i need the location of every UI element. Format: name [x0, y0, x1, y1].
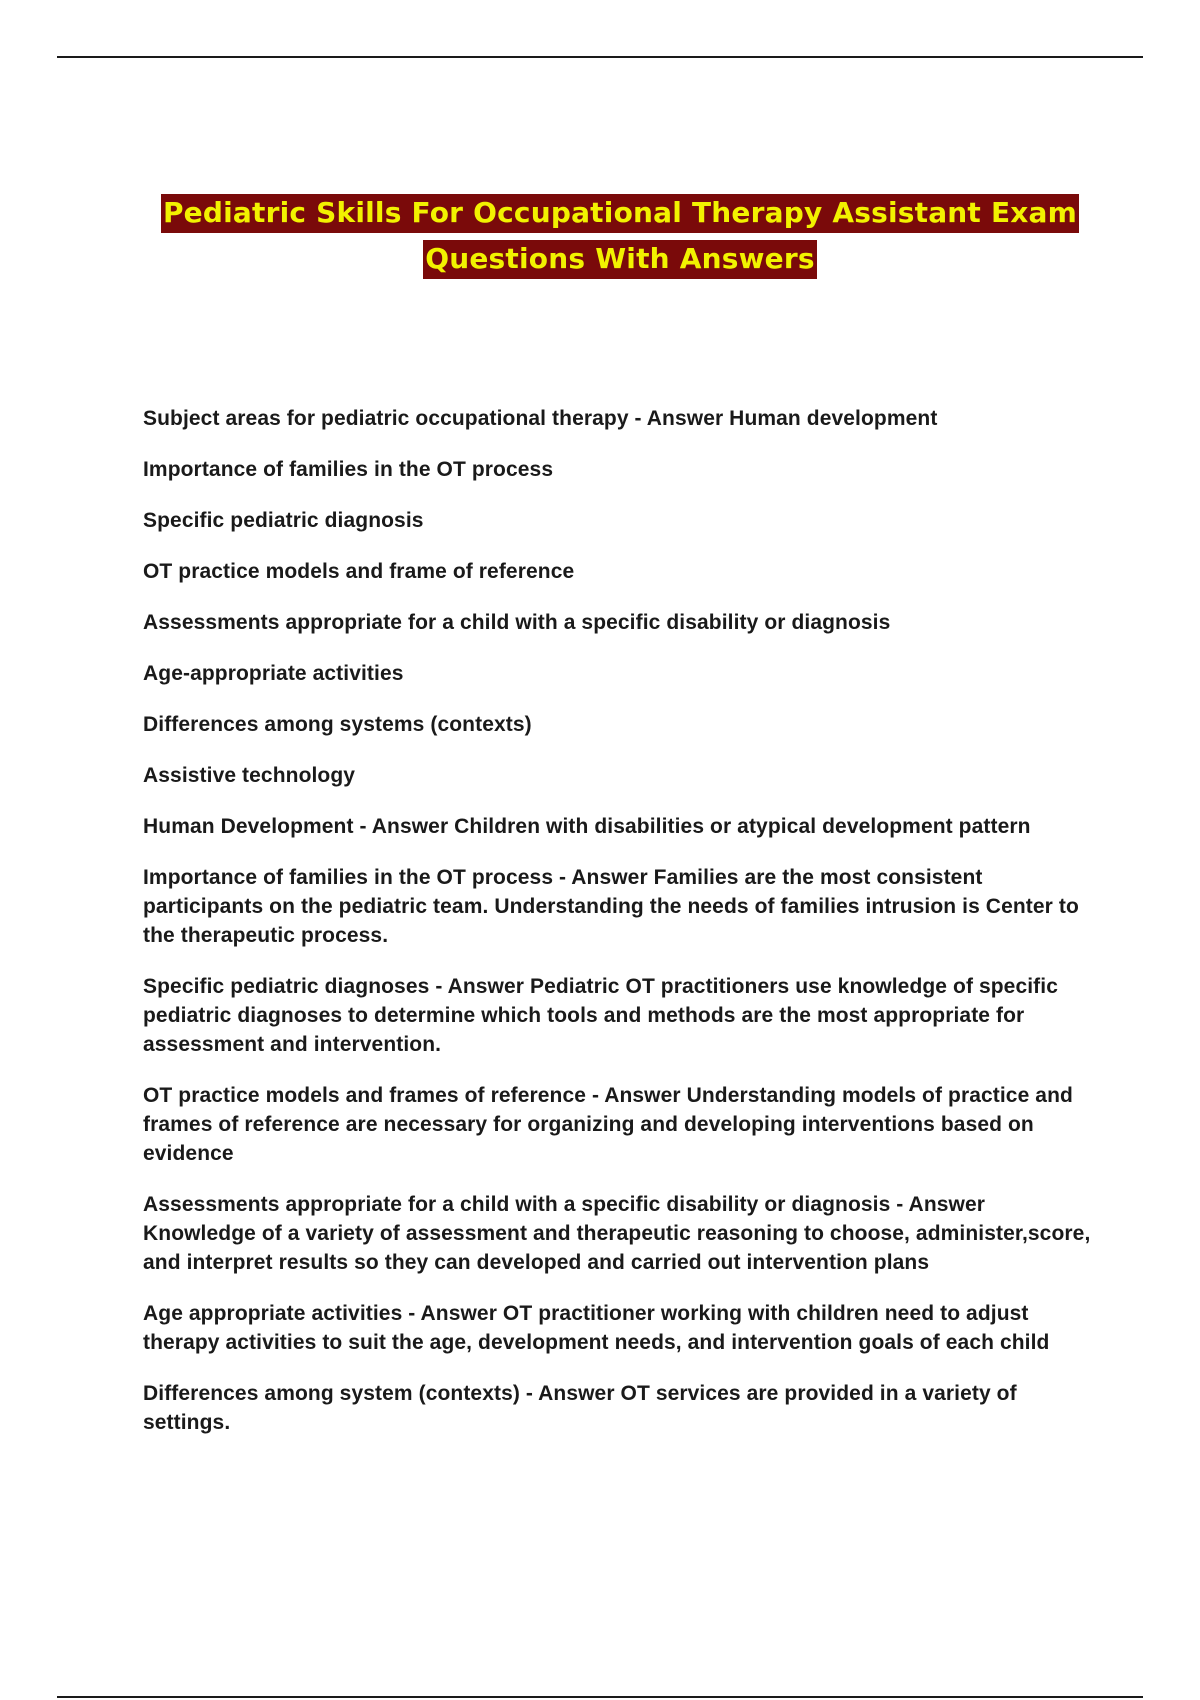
qa-entry: Differences among systems (contexts) — [143, 713, 532, 736]
qa-entry: OT practice models and frame of reference — [143, 560, 575, 583]
qa-list — [143, 404, 1103, 1459]
qa-entry: Assessments appropriate for a child with a specific disability or diagnosis - Answer Knowledge of a variety of assessment and therapeutic reasoning to choose, administer,score, and interpret results so they can developed and carried out intervention plans — [143, 1193, 1091, 1274]
qa-entry: Subject areas for pediatric occupational therapy - Answer Human development — [143, 407, 938, 430]
bottom-rule — [57, 1696, 1143, 1698]
title-line-2: Questions With Answers — [423, 240, 817, 279]
qa-entry: Human Development - Answer Children with disabilities or atypical development pattern — [143, 815, 1031, 838]
qa-entry: Specific pediatric diagnosis — [143, 509, 424, 532]
title-line-1: Pediatric Skills For Occupational Therapy Assistant Exam — [161, 194, 1079, 233]
qa-entry: OT practice models and frames of reference - Answer Understanding models of practice and frames of reference are necessary for organizing and developing interventions based on evidence — [143, 1084, 1073, 1165]
document-title — [100, 190, 1140, 282]
qa-entry: Age-appropriate activities — [143, 662, 404, 685]
qa-entry: Assessments appropriate for a child with a specific disability or diagnosis — [143, 611, 891, 634]
qa-entry: Specific pediatric diagnoses - Answer Pediatric OT practitioners use knowledge of specific pediatric diagnoses to determine which tools and methods are the most appropriate for assessment and intervention. — [143, 975, 1058, 1056]
qa-entry: Differences among system (contexts) - Answer OT services are provided in a variety of settings. — [143, 1382, 1017, 1434]
qa-entry: Age appropriate activities - Answer OT practitioner working with children need to adjust therapy activities to suit the age, development needs, and intervention goals of each child — [143, 1302, 1050, 1354]
top-rule — [57, 56, 1143, 58]
qa-entry: Assistive technology — [143, 764, 356, 787]
qa-entry: Importance of families in the OT process - Answer Families are the most consistent participants on the pediatric team. Understanding the needs of families intrusion is Center to the therapeutic process. — [143, 866, 1079, 947]
qa-entry: Importance of families in the OT process — [143, 458, 554, 481]
